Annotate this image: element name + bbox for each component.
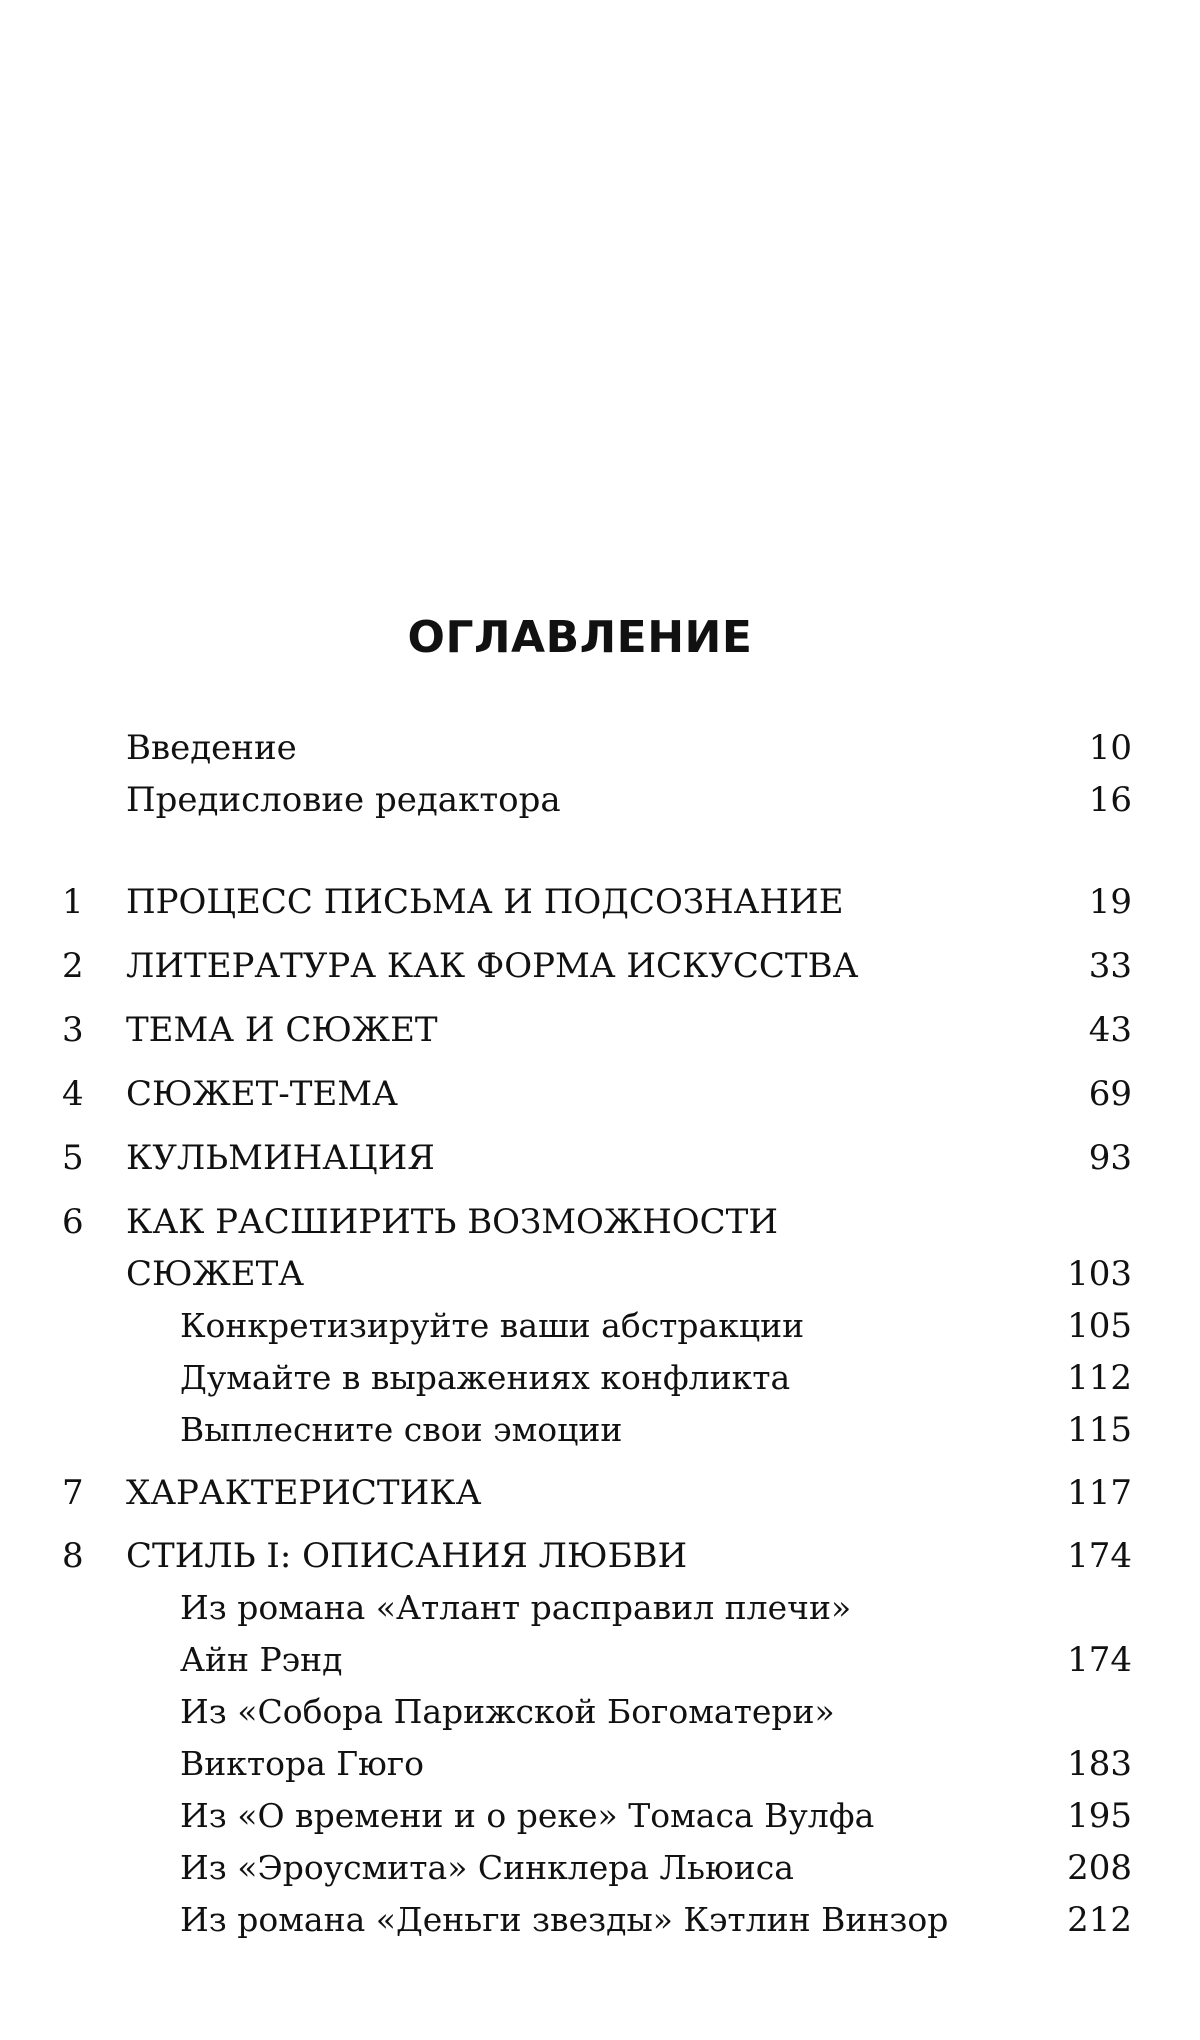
chapter-page: 103 bbox=[1067, 1254, 1132, 1294]
toc-entry-editor-preface bbox=[62, 774, 1132, 826]
subentry-page: 212 bbox=[1067, 1900, 1132, 1940]
toc-chapter-8 bbox=[62, 1530, 1132, 1582]
subentry-title: Думайте в выражениях конфликта bbox=[180, 1358, 791, 1397]
toc-chapter-2 bbox=[62, 940, 1132, 992]
subentry-page: 195 bbox=[1067, 1796, 1132, 1836]
subentry-page: 105 bbox=[1067, 1306, 1132, 1346]
toc-chapter-6 bbox=[62, 1196, 1132, 1248]
toc-entry-page: 16 bbox=[1088, 780, 1132, 820]
chapter-number: 1 bbox=[62, 882, 84, 922]
subentry-title: Из «О времени и о реке» Томаса Вулфа bbox=[180, 1796, 875, 1835]
chapter-title: ХАРАКТЕРИСТИКА bbox=[126, 1473, 482, 1513]
subentry-title: Из романа «Атлант расправил плечи» bbox=[180, 1588, 852, 1627]
toc-entry-introduction bbox=[62, 722, 1132, 774]
subentry-page: 183 bbox=[1067, 1744, 1132, 1784]
chapter-number: 7 bbox=[62, 1473, 84, 1513]
chapter-title: СЮЖЕТА bbox=[126, 1254, 305, 1294]
chapter-page: 69 bbox=[1088, 1074, 1132, 1114]
toc-chapter-5 bbox=[62, 1132, 1132, 1184]
page-title: ОГЛАВЛЕНИЕ bbox=[407, 612, 753, 663]
toc-subentry bbox=[62, 1686, 1132, 1738]
subentry-title: Выплесните свои эмоции bbox=[180, 1410, 623, 1449]
chapter-number: 2 bbox=[62, 946, 84, 986]
chapter-page: 43 bbox=[1088, 1010, 1132, 1050]
subentry-title: Из «Эроусмита» Синклера Льюиса bbox=[180, 1848, 794, 1887]
subentry-page: 112 bbox=[1067, 1358, 1132, 1398]
toc-chapter-4 bbox=[62, 1068, 1132, 1120]
toc-chapter-3 bbox=[62, 1004, 1132, 1056]
chapter-title: КАК РАСШИРИТЬ ВОЗМОЖНОСТИ bbox=[126, 1202, 778, 1242]
subentry-title: Из романа «Деньги звезды» Кэтлин Винзор bbox=[180, 1900, 949, 1939]
chapter-number: 8 bbox=[62, 1536, 84, 1576]
toc-subentry-cont bbox=[62, 1634, 1132, 1686]
chapter-page: 117 bbox=[1067, 1473, 1132, 1513]
chapter-number: 6 bbox=[62, 1202, 84, 1242]
subentry-title: Айн Рэнд bbox=[180, 1640, 343, 1679]
chapter-title: ЛИТЕРАТУРА КАК ФОРМА ИСКУССТВА bbox=[126, 946, 859, 986]
toc-chapter-7 bbox=[62, 1467, 1132, 1519]
chapter-title: КУЛЬМИНАЦИЯ bbox=[126, 1138, 435, 1178]
subentry-title: Конкретизируйте ваши абстракции bbox=[180, 1306, 805, 1345]
toc-subentry bbox=[62, 1300, 1132, 1352]
table-of-contents bbox=[62, 722, 1132, 1946]
chapter-title: ТЕМА И СЮЖЕТ bbox=[126, 1010, 438, 1050]
subentry-page: 208 bbox=[1067, 1848, 1132, 1888]
chapter-number: 4 bbox=[62, 1074, 84, 1114]
chapter-page: 33 bbox=[1088, 946, 1132, 986]
toc-subentry bbox=[62, 1894, 1132, 1946]
chapter-title: ПРОЦЕСС ПИСЬМА И ПОДСОЗНАНИЕ bbox=[126, 882, 844, 922]
chapter-page: 174 bbox=[1067, 1536, 1132, 1576]
toc-subentry bbox=[62, 1790, 1132, 1842]
subentry-page: 174 bbox=[1067, 1640, 1132, 1680]
subentry-page: 115 bbox=[1067, 1410, 1132, 1450]
chapter-title: СТИЛЬ I: ОПИСАНИЯ ЛЮБВИ bbox=[126, 1536, 688, 1576]
toc-entry-page: 10 bbox=[1088, 728, 1132, 768]
toc-chapter-6-cont bbox=[62, 1248, 1132, 1300]
chapter-page: 93 bbox=[1088, 1138, 1132, 1178]
toc-subentry bbox=[62, 1404, 1132, 1456]
subentry-title: Из «Собора Парижской Богоматери» bbox=[180, 1692, 835, 1731]
toc-chapter-1 bbox=[62, 876, 1132, 928]
chapter-number: 5 bbox=[62, 1138, 84, 1178]
toc-subentry-cont bbox=[62, 1738, 1132, 1790]
toc-subentry bbox=[62, 1352, 1132, 1404]
toc-subentry bbox=[62, 1582, 1132, 1634]
toc-entry-title: Введение bbox=[126, 728, 297, 768]
chapter-number: 3 bbox=[62, 1010, 84, 1050]
chapter-title: СЮЖЕТ-ТЕМА bbox=[126, 1074, 398, 1114]
toc-entry-title: Предисловие редактора bbox=[126, 780, 561, 820]
subentry-title: Виктора Гюго bbox=[180, 1744, 425, 1783]
toc-subentry bbox=[62, 1842, 1132, 1894]
chapter-page: 19 bbox=[1088, 882, 1132, 922]
